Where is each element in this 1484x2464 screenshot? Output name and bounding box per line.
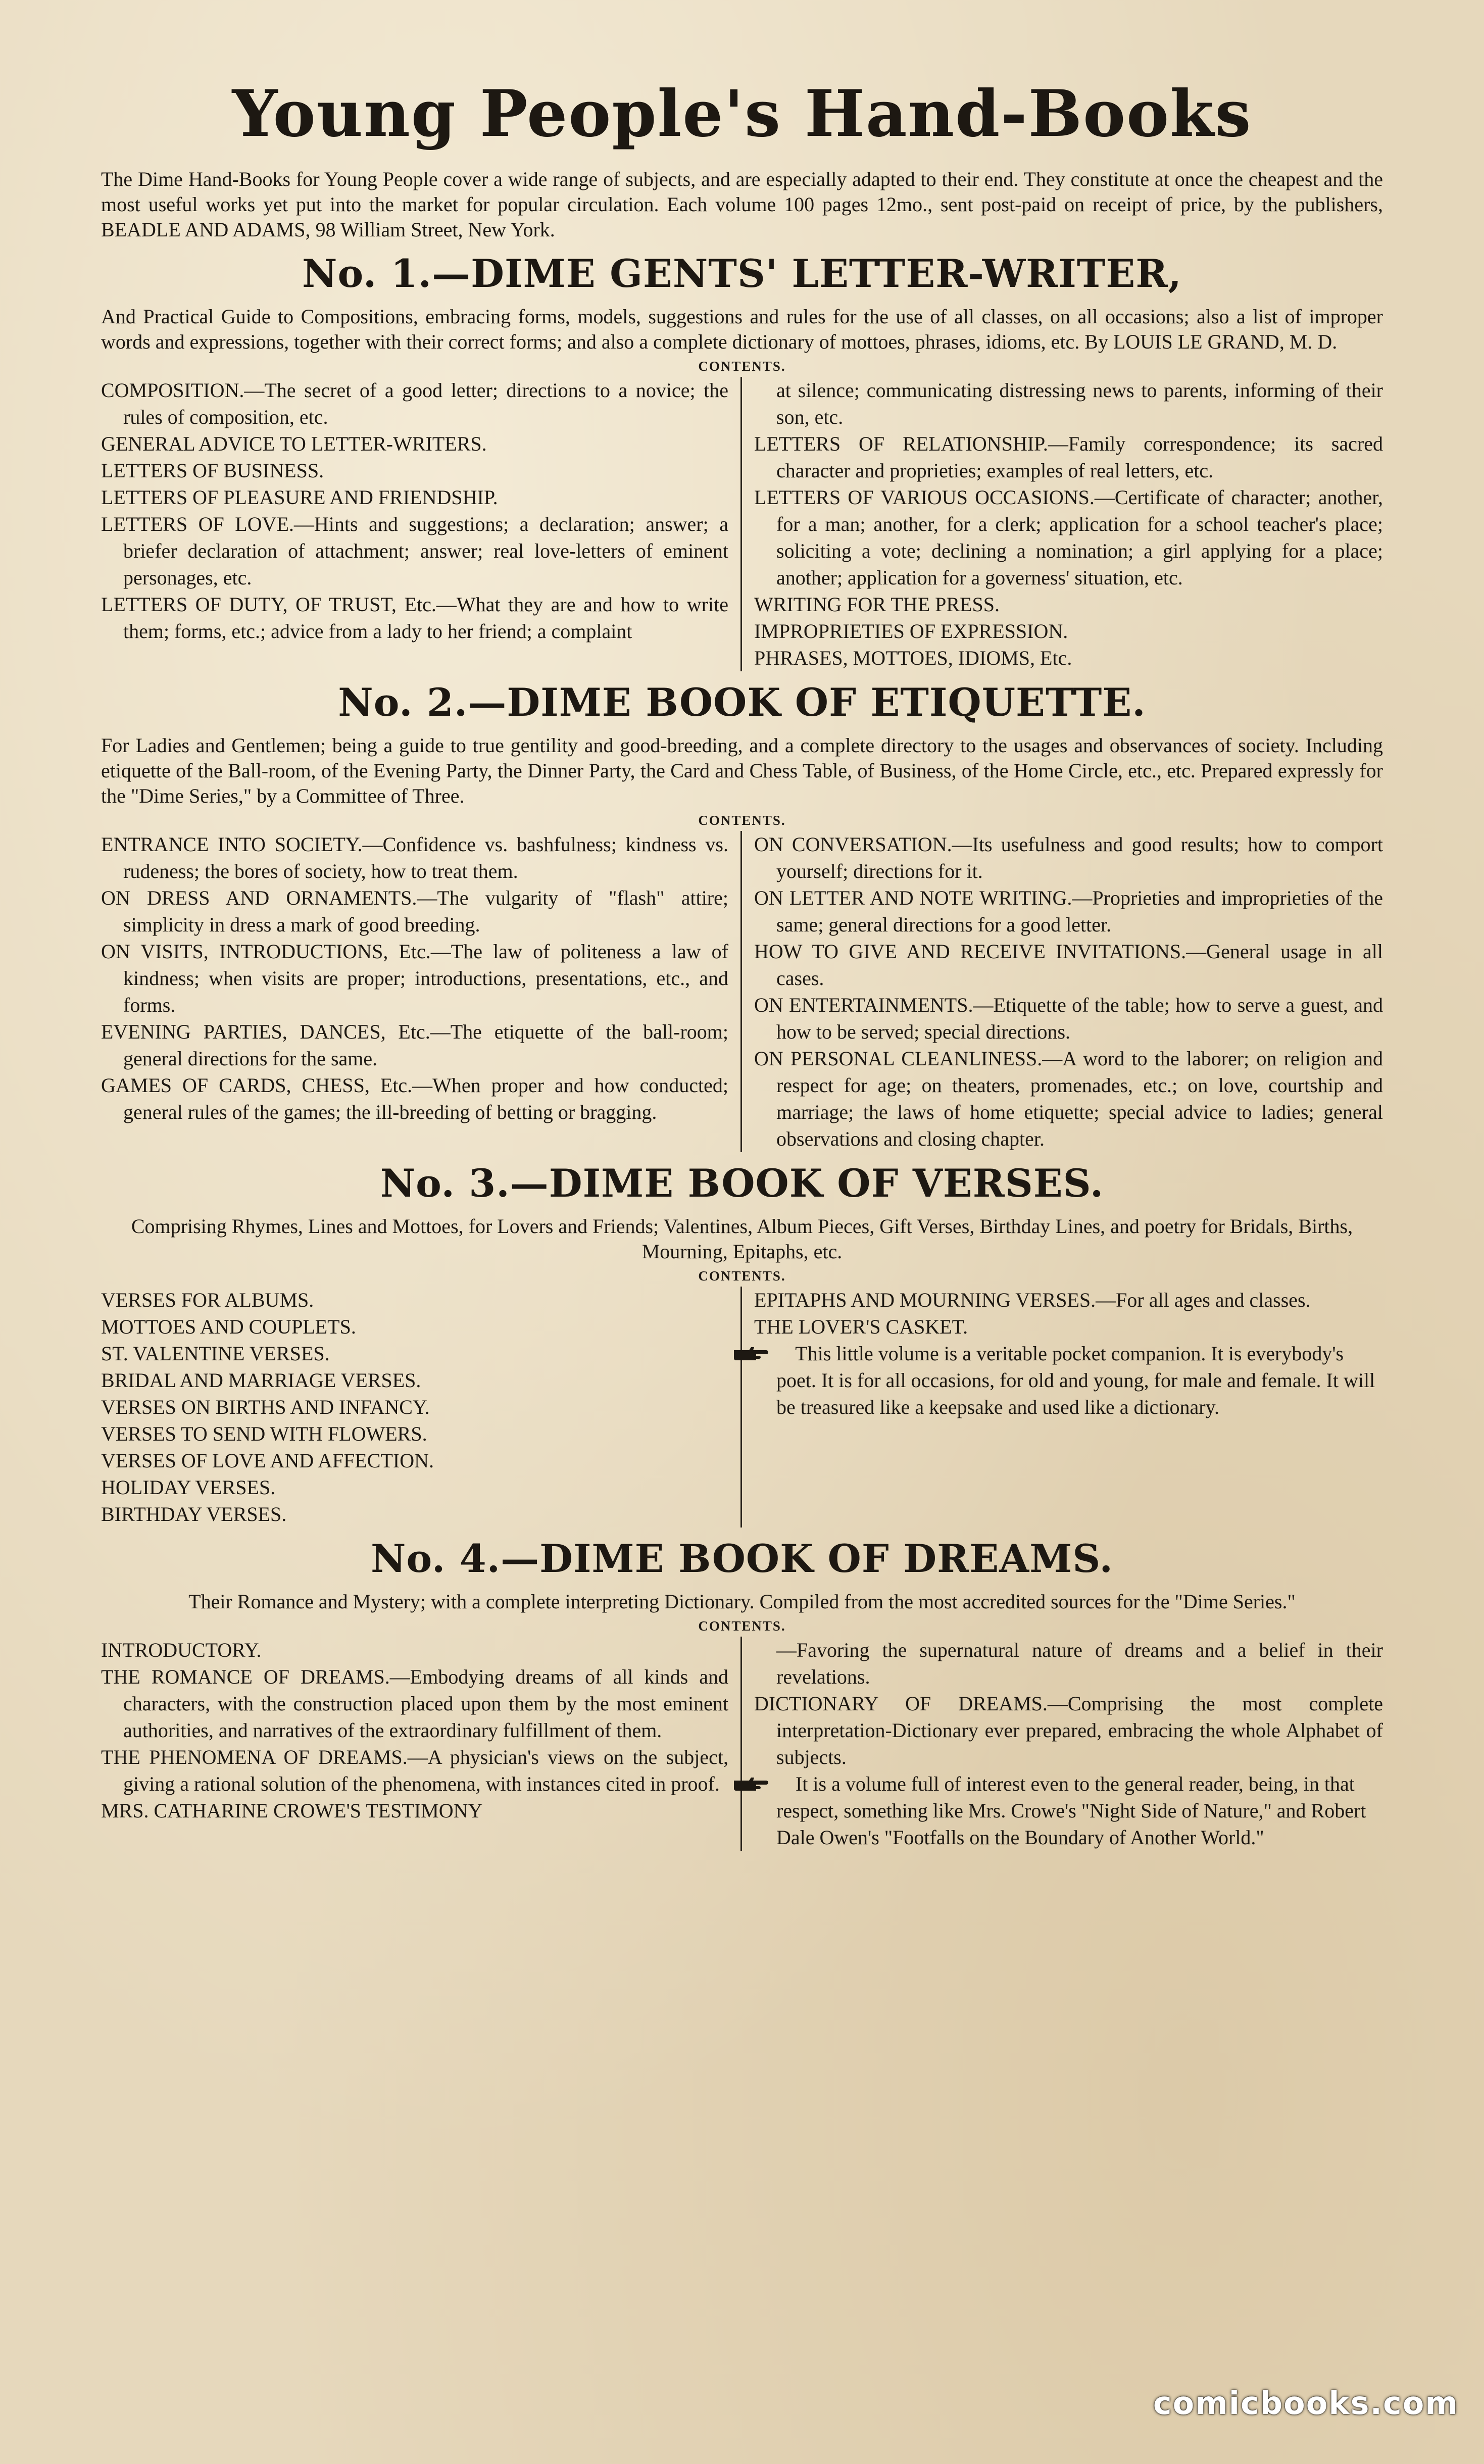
contents-entry: BRIDAL AND MARRIAGE VERSES. — [101, 1369, 421, 1392]
contents-entry: THE ROMANCE OF DREAMS.—Embodying dreams of all kinds and characters, with the construction placed upon them by the most eminent authorities, and narratives of the extraordinary fulfillment of them. — [101, 1665, 728, 1742]
section-title: No. 3.—DIME BOOK OF VERSES. — [380, 1161, 1104, 1206]
section-letter-writer — [101, 250, 1383, 671]
volume-note-text: This little volume is a veritable pocket companion. It is everybody's poet. It is for all occasions, for old and young, for male and female. It will be treasured like a keepsake and used like a dictionary. — [776, 1342, 1375, 1418]
contents-entry: HOW TO GIVE AND RECEIVE INVITATIONS.—General usage in all cases. — [754, 940, 1383, 990]
volume-note-text: It is a volume full of interest even to the general reader, being, in that respect, something like Mrs. Crowe's "Night Side of Nature," and Robert Dale Owen's "Footfalls on the Boundary of Another World." — [776, 1772, 1366, 1849]
contents-label: CONTENTS. — [698, 1618, 786, 1634]
contents-entry: ENTRANCE INTO SOCIETY.—Confidence vs. bashfulness; kindness vs. rudeness; the bores of society, how to treat them. — [101, 833, 728, 882]
contents-entry: DICTIONARY OF DREAMS.—Comprising the most complete interpretation-Dictionary ever prepared, embracing the whole Alphabet of subjects. — [754, 1692, 1383, 1768]
contents-left-column — [101, 1637, 742, 1851]
contents-entry: LETTERS OF BUSINESS. — [101, 459, 324, 482]
contents-entry: LETTERS OF LOVE.—Hints and suggestions; a declaration; answer; a briefer declaration of attachment; answer; real love-letters of eminent personages, etc. — [101, 513, 728, 589]
contents-entry: ON PERSONAL CLEANLINESS.—A word to the laborer; on religion and respect for age; on theaters, promenades, etc.; on love, courtship and marriage; the laws of home etiquette; special advice to ladies; general observations and closing chapter. — [754, 1047, 1383, 1150]
pointing-hand-icon — [754, 1772, 790, 1790]
contents-entry: LETTERS OF PLEASURE AND FRIENDSHIP. — [101, 486, 498, 509]
contents-columns — [101, 1287, 1383, 1527]
contents-right-column — [742, 1287, 1383, 1527]
contents-entry: PHRASES, MOTTOES, IDIOMS, Etc. — [754, 647, 1072, 669]
contents-entry: at silence; communicating distressing news to parents, informing of their son, etc. — [776, 379, 1383, 428]
contents-entry: ON LETTER AND NOTE WRITING.—Proprieties and improprieties of the same; general directions for a good letter. — [754, 886, 1383, 936]
section-etiquette — [101, 678, 1383, 1152]
section-description: Comprising Rhymes, Lines and Mottoes, for Lovers and Friends; Valentines, Album Pieces, Gift Verses, Birthday Lines, and poetry for Bridals, Births, Mourning, Epitaphs, etc. — [131, 1215, 1353, 1263]
contents-entry: COMPOSITION.—The secret of a good letter; directions to a novice; the rules of composition, etc. — [101, 379, 728, 428]
contents-entry: MOTTOES AND COUPLETS. — [101, 1315, 356, 1338]
section-title: No. 1.—DIME GENTS' LETTER-WRITER, — [302, 251, 1182, 296]
contents-entry: LETTERS OF RELATIONSHIP.—Family correspondence; its sacred character and proprieties; examples of real letters, etc. — [754, 432, 1383, 482]
contents-entry: VERSES TO SEND WITH FLOWERS. — [101, 1422, 427, 1445]
contents-entry: VERSES FOR ALBUMS. — [101, 1289, 314, 1311]
contents-columns — [101, 831, 1383, 1152]
section-description: Their Romance and Mystery; with a complete interpreting Dictionary. Compiled from the most accredited sources for the "Dime Series." — [188, 1590, 1296, 1613]
contents-entry: EPITAPHS AND MOURNING VERSES.—For all ages and classes. — [754, 1289, 1311, 1311]
contents-entry: GENERAL ADVICE TO LETTER-WRITERS. — [101, 432, 487, 455]
contents-entry: LETTERS OF VARIOUS OCCASIONS.—Certificate of character; another, for a man; another, for a clerk; application for a school teacher's place; soliciting a vote; declining a nomination; a girl applying for a place; another; application for a governess' situation, etc. — [754, 486, 1383, 589]
contents-left-column — [101, 1287, 742, 1527]
contents-entry: WRITING FOR THE PRESS. — [754, 593, 1000, 616]
contents-entry: VERSES ON BIRTHS AND INFANCY. — [101, 1396, 430, 1418]
contents-left-column — [101, 377, 742, 671]
section-dreams — [101, 1535, 1383, 1851]
contents-label: CONTENTS. — [698, 359, 786, 374]
contents-label: CONTENTS. — [698, 1268, 786, 1284]
contents-entry: ON ENTERTAINMENTS.—Etiquette of the table; how to serve a guest, and how to be served; special directions. — [754, 994, 1383, 1043]
contents-entry: HOLIDAY VERSES. — [101, 1476, 276, 1499]
watermark: comicbooks.com — [1153, 2385, 1459, 2422]
contents-entry: THE PHENOMENA OF DREAMS.—A physician's views on the subject, giving a rational solution of the phenomena, with instances cited in proof. — [101, 1746, 728, 1795]
section-verses — [101, 1159, 1383, 1527]
contents-entry: ON VISITS, INTRODUCTIONS, Etc.—The law of politeness a law of kindness; when visits are proper; introductions, presentations, etc., and forms. — [101, 940, 728, 1016]
volume-note — [754, 1340, 1383, 1420]
contents-right-column — [742, 1637, 1383, 1851]
contents-entry: ST. VALENTINE VERSES. — [101, 1342, 330, 1365]
section-description: And Practical Guide to Compositions, embracing forms, models, suggestions and rules for the use of all classes, on all occasions; also a list of improper words and expressions, together with their correct forms; and also a complete dictionary of mottoes, phrases, idioms, etc. By LOUIS LE GRAND, M. D. — [101, 305, 1383, 353]
contents-label: CONTENTS. — [698, 813, 786, 828]
pointing-hand-icon — [754, 1342, 790, 1359]
contents-entry: LETTERS OF DUTY, OF TRUST, Etc.—What they are and how to write them; forms, etc.; advice from a lady to her friend; a complaint — [101, 593, 728, 643]
volume-note — [754, 1770, 1383, 1851]
contents-entry: EVENING PARTIES, DANCES, Etc.—The etiquette of the ball-room; general directions for the same. — [101, 1020, 728, 1070]
contents-entry: THE LOVER'S CASKET. — [754, 1315, 968, 1338]
section-title: No. 4.—DIME BOOK OF DREAMS. — [371, 1536, 1113, 1581]
contents-entry: IMPROPRIETIES OF EXPRESSION. — [754, 620, 1068, 643]
contents-left-column — [101, 831, 742, 1152]
contents-right-column — [742, 377, 1383, 671]
intro-paragraph: The Dime Hand-Books for Young People cover a wide range of subjects, and are especially adapted to their end. They constitute at once the cheapest and the most useful works yet put into the market for popular circulation. Each volume 100 pages 12mo., sent post-paid on receipt of price, by the publishers, BEADLE AND ADAMS, 98 William Street, New York. — [101, 168, 1383, 241]
contents-entry: GAMES OF CARDS, CHESS, Etc.—When proper and how conducted; general rules of the games; the ill-breeding of betting or bragging. — [101, 1074, 728, 1123]
contents-columns — [101, 377, 1383, 671]
contents-columns — [101, 1637, 1383, 1851]
contents-entry: ON CONVERSATION.—Its usefulness and good results; how to comport yourself; directions for it. — [754, 833, 1383, 882]
section-description: For Ladies and Gentlemen; being a guide to true gentility and good-breeding, and a complete directory to the usages and observances of society. Including etiquette of the Ball-room, of the Evening Party, the Dinner Party, the Card and Chess Table, of Business, of the Home Circle, etc., etc. Prepared expressly for the "Dime Series," by a Committee of Three. — [101, 734, 1383, 807]
section-title: No. 2.—DIME BOOK OF ETIQUETTE. — [338, 680, 1146, 725]
masthead-title: Young People's Hand-Books — [232, 76, 1252, 151]
contents-entry: VERSES OF LOVE AND AFFECTION. — [101, 1449, 434, 1472]
contents-entry: —Favoring the supernatural nature of dreams and a belief in their revelations. — [776, 1639, 1383, 1688]
contents-entry: BIRTHDAY VERSES. — [101, 1503, 287, 1525]
contents-entry: ON DRESS AND ORNAMENTS.—The vulgarity of "flash" attire; simplicity in dress a mark of good breeding. — [101, 886, 728, 936]
contents-entry: INTRODUCTORY. — [101, 1639, 262, 1661]
contents-entry: MRS. CATHARINE CROWE'S TESTIMONY — [101, 1799, 483, 1822]
contents-right-column — [742, 831, 1383, 1152]
